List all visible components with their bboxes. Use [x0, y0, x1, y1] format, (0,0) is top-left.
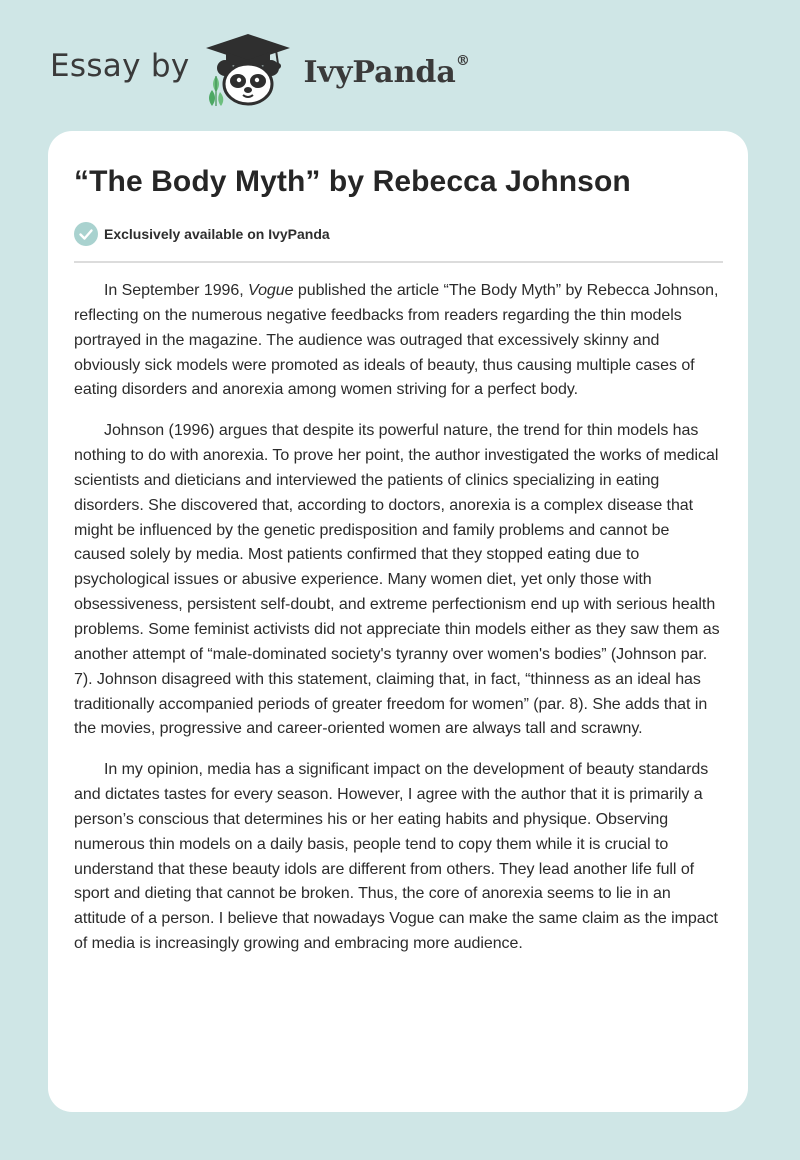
availability-badge	[74, 222, 330, 246]
check-circle-icon	[74, 222, 98, 246]
site-header	[50, 30, 470, 110]
brand-name: IvyPanda®	[303, 52, 470, 90]
publication-name: Vogue	[248, 282, 294, 299]
trademark-symbol: ®	[455, 52, 470, 69]
panda-graduate-logo-icon	[206, 32, 296, 108]
essay-body	[74, 279, 724, 973]
ivypanda-logo[interactable]	[206, 32, 470, 108]
essay-by-label: Essay by	[50, 48, 190, 84]
page-title: “The Body Myth” by Rebecca Johnson	[74, 165, 631, 198]
paragraph-1: In September 1996, Vogue published the article “The Body Myth” by Rebecca Johnson, reflecting on the numerous negative feedbacks from readers regarding the thin models portrayed in the magazine. The audience was outraged that excessively skinny and obviously sick models were promoted as ideals of beauty, thus causing multiple cases of eating disorders and anorexia among women striving for a perfect body.	[74, 282, 719, 399]
paragraph-2: Johnson (1996) argues that despite its powerful nature, the trend for thin models has nothing to do with anorexia. To prove her point, the author investigated the works of medical scientists and dieticians and interviewed the patients of clinics specializing in eating disorders. She discovered that, according to doctors, anorexia is a complex disease that might be influenced by the genetic predisposition and family problems and cannot be caused solely by media. Most patients confirmed that they stopped eating due to psychological issues or abusive experience. Many women diet, yet only those with obsessiveness, persistent self-doubt, and extreme perfectionism end up with serious health problems. Some feminist activists did not appreciate thin models either as they saw them as another attempt of “male-dominated society's tyranny over women's bodies” (Johnson par. 7). Johnson disagreed with this statement, claiming that, in fact, “thinness as an ideal has traditionally accompanied periods of greater freedom for women” (par. 8). She adds that in the movies, progressive and career-oriented women are always tall and scrawny.	[74, 422, 720, 738]
badge-label: Exclusively available on IvyPanda	[104, 226, 330, 242]
paragraph-3: In my opinion, media has a significant impact on the development of beauty standards and dictates tastes for every season. However, I agree with the author that it is primarily a person’s conscious that determines his or her eating habits and physique. Observing numerous thin models on a daily basis, people tend to copy them while it is crucial to understand that these beauty idols are different from others. They lead another life full of sport and dieting that cannot be broken. Thus, the core of anorexia seems to lie in an attitude of a person. I believe that nowadays Vogue can make the same claim as the impact of media is increasingly growing and embracing more audience.	[74, 761, 718, 953]
essay-card	[48, 131, 748, 1112]
divider	[74, 261, 723, 263]
